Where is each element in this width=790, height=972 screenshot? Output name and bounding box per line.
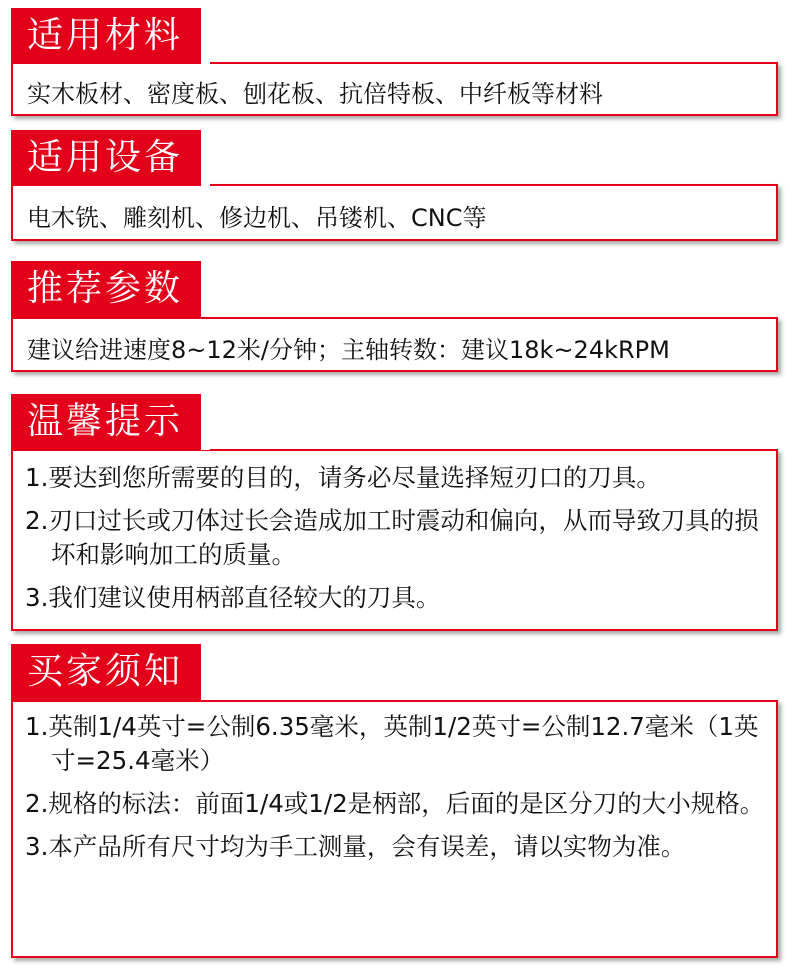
section-title: 适用材料 (11, 8, 201, 64)
section-body (11, 449, 778, 631)
section-title: 推荐参数 (11, 261, 201, 317)
section-body (11, 317, 778, 372)
list-item: 3.我们建议使用柄部直径较大的刀具。 (25, 583, 441, 612)
list-item: 3.本产品所有尺寸均为手工测量，会有误差，请以实物为准。 (25, 832, 686, 861)
section-title: 适用设备 (11, 130, 201, 186)
list-item: 2.规格的标法：前面1/4或1/2是柄部，后面的是区分刀的大小规格。 (25, 789, 765, 818)
list-item: 1.英制1/4英寸=公制6.35毫米，英制1/2英寸=公制12.7毫米（1英寸=25.4毫米） (25, 712, 759, 775)
notice-list (25, 710, 768, 864)
equipment-text: 电木铣、雕刻机、修边机、吊镂机、CNC等 (27, 204, 487, 232)
section-body (11, 700, 778, 958)
parameters-text: 建议给进速度8~12米/分钟；主轴转数：建议18k~24kRPM (27, 336, 670, 364)
section-title: 买家须知 (11, 644, 201, 700)
tips-list (25, 461, 768, 615)
section-body (11, 184, 778, 241)
section-title: 温馨提示 (11, 394, 201, 450)
list-item: 1.要达到您所需要的目的，请务必尽量选择短刃口的刀具。 (25, 463, 661, 492)
section-body (11, 62, 778, 116)
materials-text: 实木板材、密度板、刨花板、抗倍特板、中纤板等材料 (27, 80, 603, 108)
list-item: 2.刃口过长或刀体过长会造成加工时震动和偏向，从而导致刀具的损坏和影响加工的质量。 (25, 506, 759, 569)
